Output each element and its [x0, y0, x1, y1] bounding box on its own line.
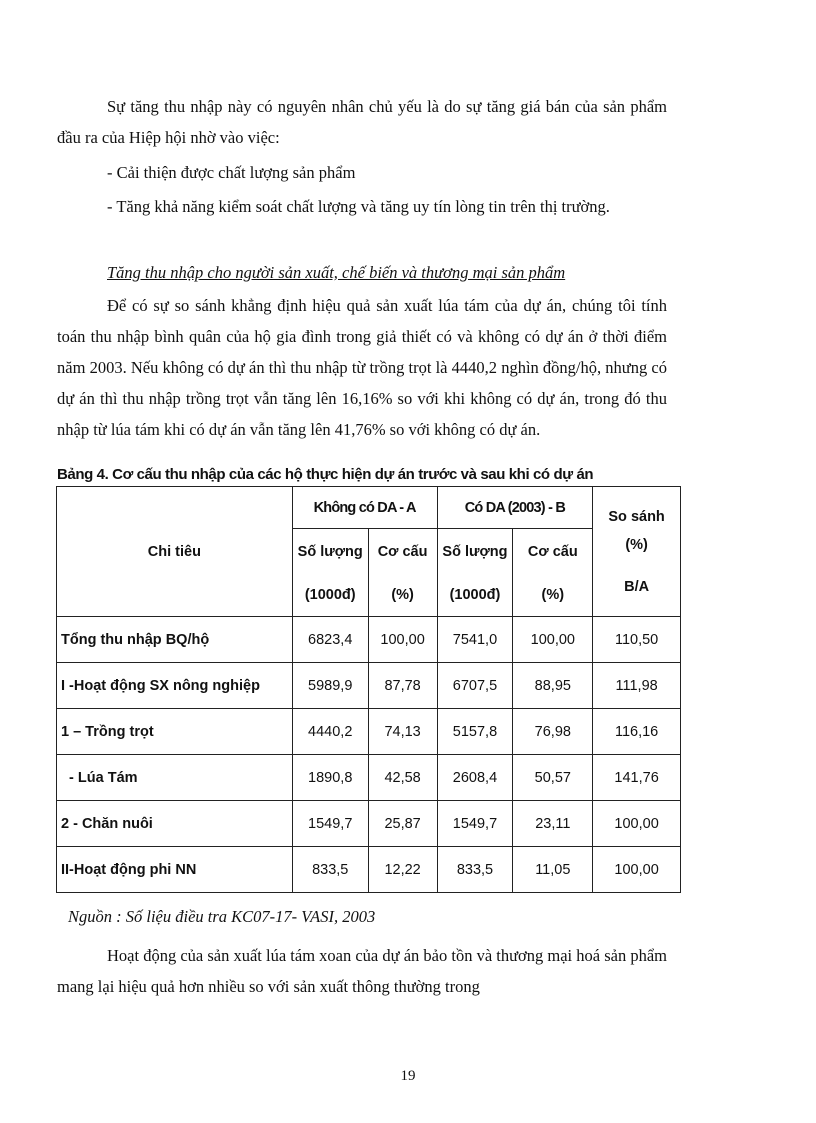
income-structure-table	[56, 486, 681, 893]
paragraph-conclusion: Hoạt động của sản xuất lúa tám xoan của dự án bảo tồn và thương mại hoá sản phẩm mang lại hiệu quả hơn nhiều so với sản xuất thông thường trong	[57, 946, 667, 996]
row-label: 1 – Trồng trọt	[57, 709, 293, 755]
paragraph-comparison: Để có sự so sánh khẳng định hiệu quả sản xuất lúa tám của dự án, chúng tôi tính toán thu nhập bình quân của hộ gia đình trong giả thiết có và không có dự án ở thời điểm năm 2003. Nếu không có dự án thì thu nhập từ trồng trọt là 4440,2 nghìn đồng/hộ, nhưng có dự án thì thu nhập trồng trọt vẫn tăng lên 16,16% so với khi không có dự án, trong đó thu nhập từ lúa tám khi có dự án vẫn tăng lên 41,76% so với không có dự án.	[57, 296, 667, 439]
bullet-quality: - Cải thiện được chất lượng sản phẩm	[107, 163, 356, 182]
header-a-so-luong: Số lượng	[292, 529, 368, 575]
table-row	[57, 663, 681, 709]
cell-b-so-luong: 5157,8	[437, 709, 513, 755]
page-number: 19	[400, 1068, 416, 1084]
header-group-b: Có DA (2003) - B	[437, 487, 593, 529]
cell-a-co-cau: 12,22	[368, 847, 437, 893]
table-row	[57, 617, 681, 663]
cell-so-sanh: 111,98	[593, 663, 681, 709]
table-row	[57, 801, 681, 847]
cell-b-co-cau: 23,11	[513, 801, 593, 847]
cell-so-sanh: 141,76	[593, 755, 681, 801]
table-header-row	[57, 487, 681, 529]
cell-a-co-cau: 100,00	[368, 617, 437, 663]
header-so-sanh	[593, 487, 681, 617]
cell-a-co-cau: 25,87	[368, 801, 437, 847]
cell-b-co-cau: 50,57	[513, 755, 593, 801]
row-label: I -Hoạt động SX nông nghiệp	[57, 663, 293, 709]
cell-a-so-luong: 833,5	[292, 847, 368, 893]
bullet-control: - Tăng khả năng kiểm soát chất lượng và tăng uy tín lòng tin trên thị trường.	[107, 197, 610, 216]
header-group-a: Không có DA - A	[292, 487, 437, 529]
cell-b-co-cau: 100,00	[513, 617, 593, 663]
header-b-unit-value: (1000đ)	[437, 575, 513, 617]
cell-b-so-luong: 6707,5	[437, 663, 513, 709]
table-row	[57, 847, 681, 893]
cell-b-so-luong: 1549,7	[437, 801, 513, 847]
cell-b-so-luong: 7541,0	[437, 617, 513, 663]
header-so-sanh-line1: So sánh	[608, 508, 665, 525]
cell-so-sanh: 110,50	[593, 617, 681, 663]
cell-a-so-luong: 1890,8	[292, 755, 368, 801]
cell-so-sanh: 116,16	[593, 709, 681, 755]
cell-a-co-cau: 87,78	[368, 663, 437, 709]
header-a-unit-pct: (%)	[368, 575, 437, 617]
table-caption: Bảng 4. Cơ cấu thu nhập của các hộ thực hiện dự án trước và sau khi có dự án	[57, 466, 594, 483]
paragraph-income-cause: Sự tăng thu nhập này có nguyên nhân chủ yếu là do sự tăng giá bán của sản phẩm đầu ra của Hiệp hội nhờ vào việc:	[57, 97, 667, 147]
cell-a-co-cau: 42,58	[368, 755, 437, 801]
row-label: - Lúa Tám	[57, 755, 293, 801]
header-a-unit-value: (1000đ)	[292, 575, 368, 617]
row-label: Tổng thu nhập BQ/hộ	[57, 617, 293, 663]
row-label: II-Hoạt động phi NN	[57, 847, 293, 893]
header-b-co-cau: Cơ cấu	[513, 529, 593, 575]
row-label: 2 - Chăn nuôi	[57, 801, 293, 847]
cell-so-sanh: 100,00	[593, 801, 681, 847]
table-source-note: Nguồn : Số liệu điều tra KC07-17- VASI, 2003	[68, 907, 376, 926]
cell-b-co-cau: 76,98	[513, 709, 593, 755]
cell-a-co-cau: 74,13	[368, 709, 437, 755]
cell-a-so-luong: 4440,2	[292, 709, 368, 755]
section-subheading: Tăng thu nhập cho người sản xuất, chế biến và thương mại sản phẩm	[107, 263, 566, 282]
table-row	[57, 709, 681, 755]
table-row	[57, 755, 681, 801]
header-a-co-cau: Cơ cấu	[368, 529, 437, 575]
header-so-sanh-line3: B/A	[624, 578, 650, 595]
header-b-unit-pct: (%)	[513, 575, 593, 617]
cell-a-so-luong: 5989,9	[292, 663, 368, 709]
cell-a-so-luong: 6823,4	[292, 617, 368, 663]
cell-so-sanh: 100,00	[593, 847, 681, 893]
header-chi-tieu: Chi tiêu	[57, 487, 293, 617]
header-b-so-luong: Số lượng	[437, 529, 513, 575]
cell-b-so-luong: 2608,4	[437, 755, 513, 801]
cell-b-co-cau: 88,95	[513, 663, 593, 709]
cell-b-co-cau: 11,05	[513, 847, 593, 893]
cell-b-so-luong: 833,5	[437, 847, 513, 893]
header-so-sanh-line2: (%)	[625, 536, 648, 553]
cell-a-so-luong: 1549,7	[292, 801, 368, 847]
